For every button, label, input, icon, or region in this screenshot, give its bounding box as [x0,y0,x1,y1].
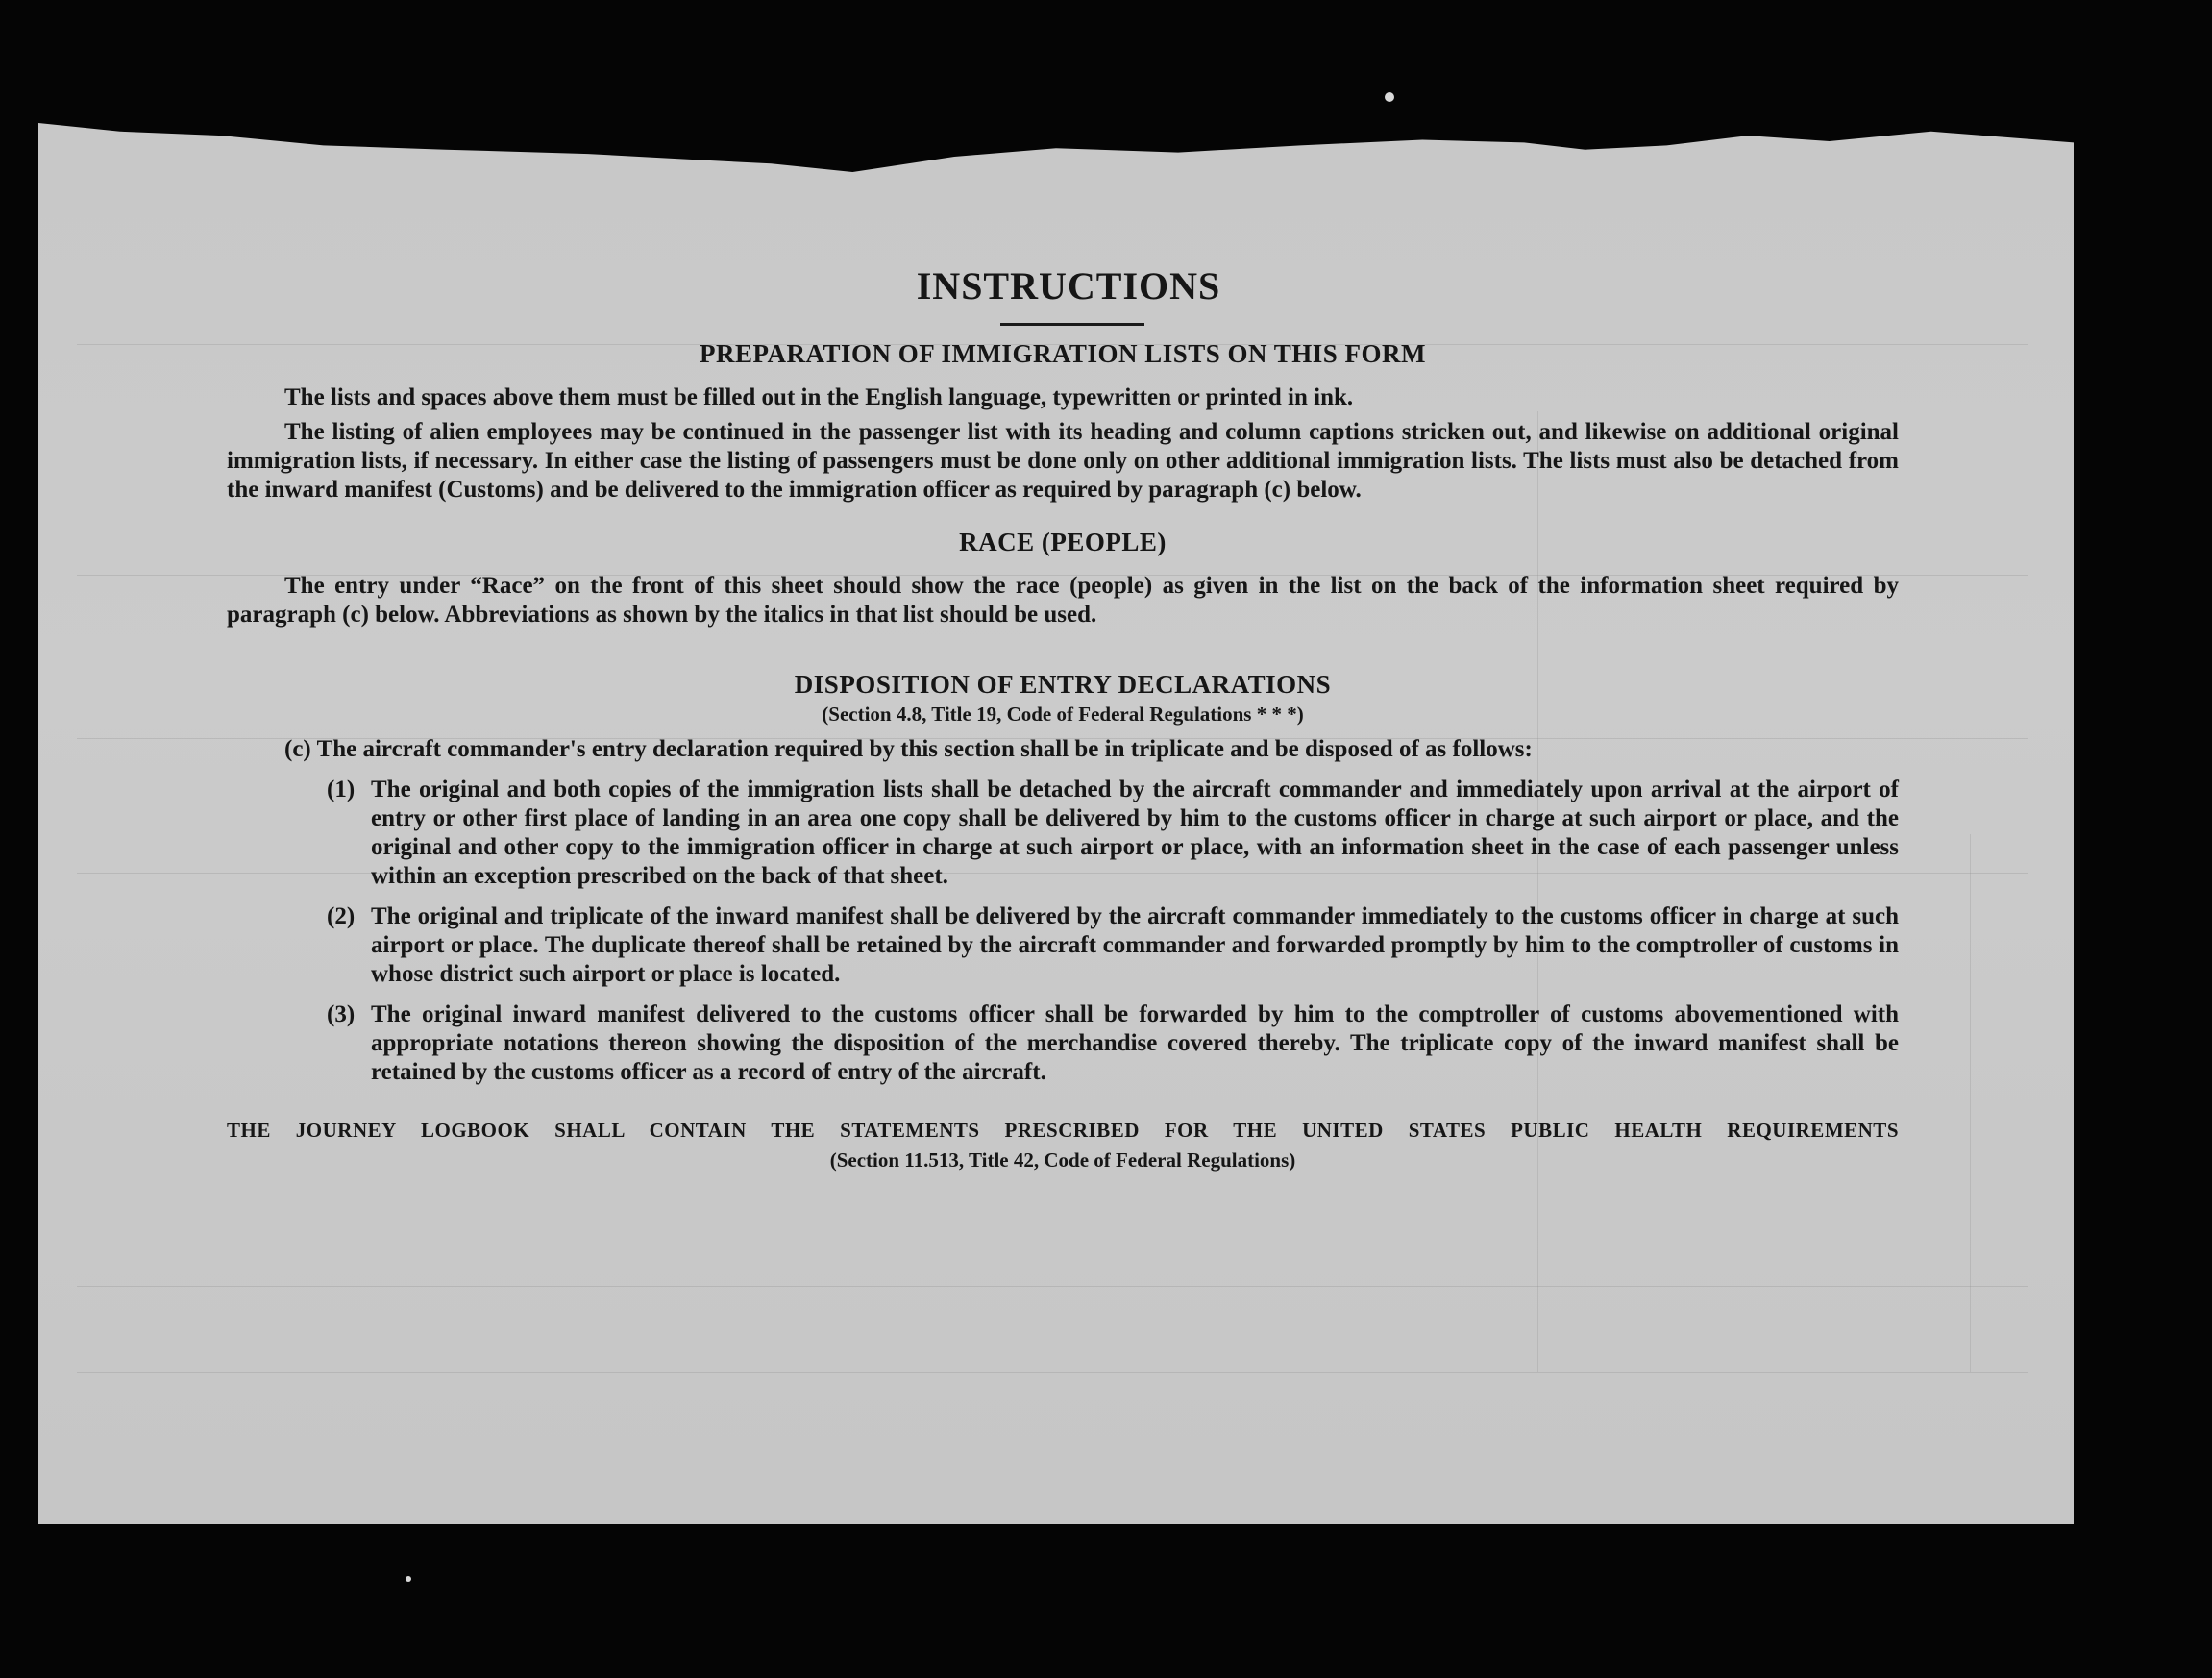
list-item [327,776,1899,891]
footer-logbook-statement: THE JOURNEY LOGBOOK SHALL CONTAIN THE STATEMENTS PRESCRIBED FOR THE UNITED STATES PUBLIC HEALTH REQUIREMENTS [227,1119,1899,1142]
paragraph-alien-employees: The listing of alien employees may be continued in the passenger list with its heading and column captions stricken out, and likewise on additional original immigration lists, if necessary. In either case the listing of passengers must be done only on other additional immigration lists. The lists must also be detached from the inward manifest (Customs) and be delivered to the immigration officer as required by paragraph (c) below. [227,419,1899,503]
clause-text: The aircraft commander's entry declaration required by this section shall be in triplicate and be disposed of as follows: [316,736,1533,762]
dust-speck [1385,92,1394,102]
section-heading-race: RACE (PEOPLE) [959,528,1167,556]
section-heading-preparation: PREPARATION OF IMMIGRATION LISTS ON THIS FORM [699,339,1427,368]
section-subheading-citation: (Section 4.8, Title 19, Code of Federal Regulations * * *) [822,703,1304,726]
paragraph-language: The lists and spaces above them must be filled out in the English language, typewritten or printed in ink. [284,384,1354,410]
document-title: INSTRUCTIONS [916,264,1221,308]
paragraph-race-entry: The entry under “Race” on the front of this sheet should show the race (people) as given in the list on the back of the information sheet required by paragraph (c) below. Abbreviations as shown by the italics in that list should be used. [227,573,1899,628]
item-number: (2) [327,903,356,929]
item-text: The original and triplicate of the inward manifest shall be delivered by the aircraft commander immediately to the customs officer in charge at such airport or place. The duplicate thereof shall be retained by the aircraft commander and forwarded promptly by him to the comptroller of customs in whose district such airport or place is located. [371,903,1899,987]
item-text: The original inward manifest delivered to the customs officer shall be forwarded by him to the comptroller of customs abovementioned with appropriate notations thereon showing the disposition of the merchandise covered thereby. The triplicate copy of the inward manifest shall be retained by the customs officer as a record of entry of the aircraft. [371,1001,1899,1085]
title-underline [1000,323,1144,326]
instructions-document [227,259,1899,1173]
list-item [327,1000,1899,1087]
list-item [327,902,1899,989]
clause-c [284,735,1899,764]
dust-speck [406,1576,411,1582]
item-number: (3) [327,1001,356,1027]
bleed-through-rule [77,1372,2028,1373]
bleed-through-rule [77,1286,2028,1287]
item-number: (1) [327,777,356,802]
clause-label: (c) [284,736,311,762]
footer-citation: (Section 11.513, Title 42, Code of Federal Regulations) [829,1148,1296,1172]
bleed-through-rule [1970,834,1972,1372]
item-text: The original and both copies of the immigration lists shall be detached by the aircraft commander and immediately upon arrival at the airport of entry or other first place of landing in an area one copy shall be delivered by him to the customs officer in charge at such airport or place, and the original and other copy to the immigration officer in charge at such airport or place, with an information sheet in the case of each passenger unless within an exception prescribed on the back of that sheet. [371,777,1899,889]
section-heading-disposition: DISPOSITION OF ENTRY DECLARATIONS [794,670,1332,699]
